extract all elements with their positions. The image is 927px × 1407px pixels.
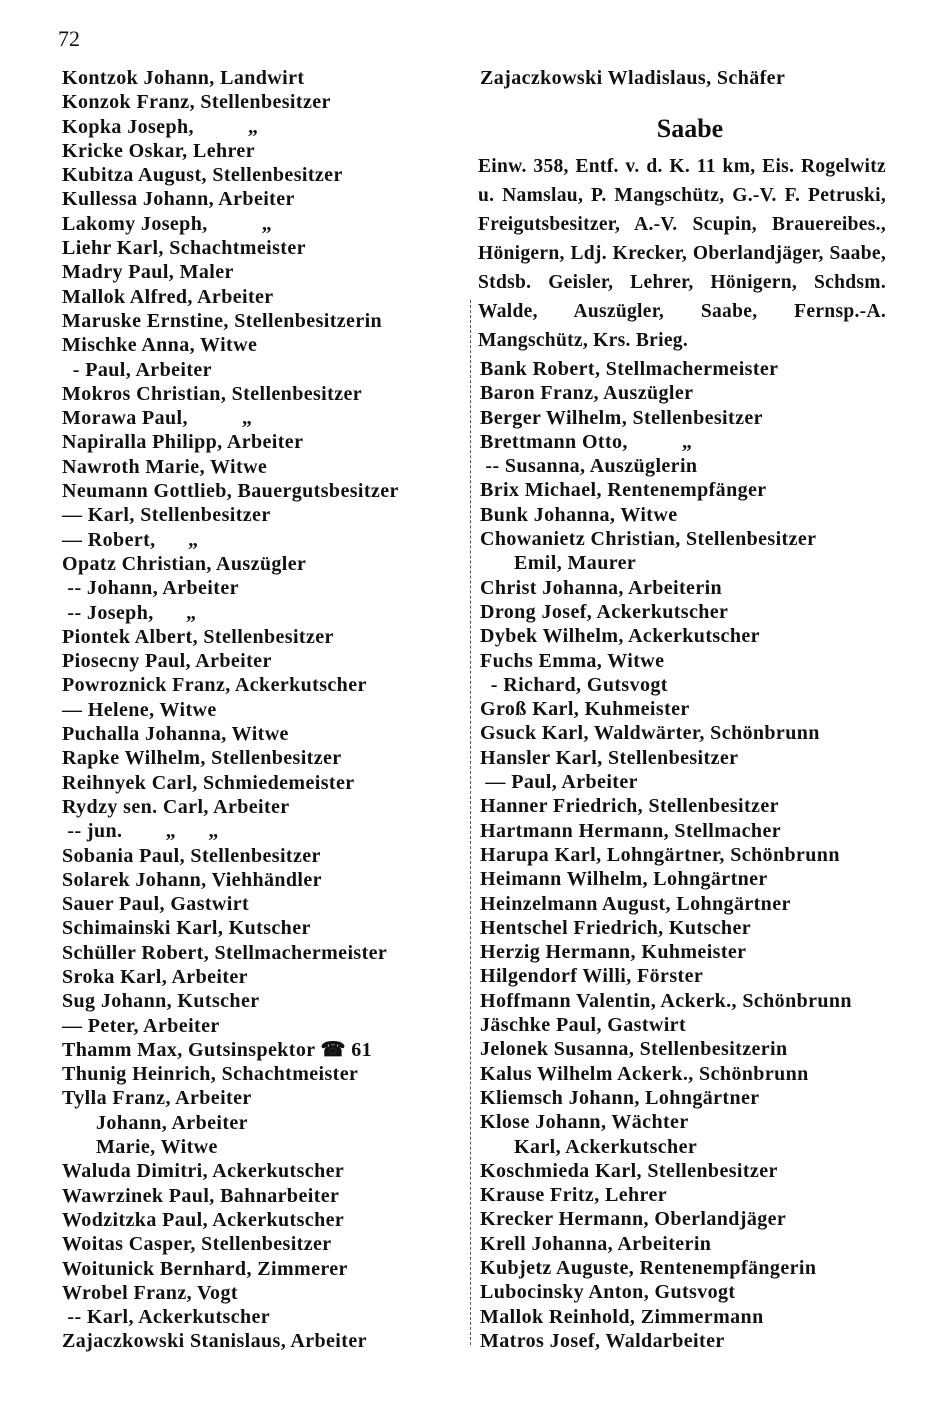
list-entry: Herzig Hermann, Kuhmeister bbox=[480, 941, 747, 964]
list-entry: Kontzok Johann, Landwirt bbox=[62, 67, 305, 89]
list-entry: Chowanietz Christian, Stellenbesitzer bbox=[480, 528, 817, 551]
list-entry: Woitas Casper, Stellenbesitzer bbox=[62, 1233, 332, 1256]
list-entry: -- Susanna, Auszüglerin bbox=[480, 455, 698, 478]
list-entry: Sug Johann, Kutscher bbox=[62, 990, 260, 1013]
list-entry: Krell Johanna, Arbeiterin bbox=[480, 1232, 712, 1255]
list-entry: — Peter, Arbeiter bbox=[62, 1014, 220, 1037]
list-entry: Jelonek Susanna, Stellenbesitzerin bbox=[480, 1038, 788, 1061]
list-entry: Mischke Anna, Witwe bbox=[62, 334, 258, 357]
list-entry: Wodzitzka Paul, Ackerkutscher bbox=[62, 1208, 345, 1231]
list-entry: Puchalla Johanna, Witwe bbox=[62, 723, 289, 746]
list-entry: Kalus Wilhelm Ackerk., Schönbrunn bbox=[480, 1062, 809, 1085]
list-entry: Gsuck Karl, Waldwärter, Schönbrunn bbox=[480, 722, 820, 745]
list-entry: Sroka Karl, Arbeiter bbox=[62, 965, 248, 988]
list-entry: Berger Wilhelm, Stellenbesitzer bbox=[480, 406, 763, 429]
list-entry: -- Karl, Ackerkutscher bbox=[62, 1306, 271, 1329]
list-entry: Maruske Ernstine, Stellenbesitzerin bbox=[62, 309, 383, 332]
list-entry: Hentschel Friedrich, Kutscher bbox=[480, 916, 751, 939]
list-entry: Reihnyek Carl, Schmiedemeister bbox=[62, 771, 355, 794]
list-entry: Jäschke Paul, Gastwirt bbox=[480, 1014, 687, 1037]
list-entry: Johann, Arbeiter bbox=[96, 1111, 248, 1134]
list-entry: -- jun. „ „ bbox=[62, 820, 219, 843]
list-entry: Hanner Friedrich, Stellenbesitzer bbox=[480, 795, 779, 818]
section-info: Einw. 358, Entf. v. d. K. 11 km, Eis. Rogelwitz u. Namslau, P. Mangschütz, G.-V. F. Petruski, Freigutsbesitzer, A.-V. Scupin, Brauereibes., Hönigern, Ldj. Krecker, Oberlandjäger, Saabe, Stdsb. Geisler, Lehrer, Hönigern, Schdsm. Walde, Auszügler, Saabe, Fernsp.-A. Mangschütz, Krs. Brieg. bbox=[478, 156, 886, 351]
list-entry: Heinzelmann August, Lohngärtner bbox=[480, 892, 791, 915]
list-entry: Klose Johann, Wächter bbox=[480, 1111, 689, 1134]
list-entry: Lubocinsky Anton, Gutsvogt bbox=[480, 1281, 736, 1304]
list-entry: Schimainski Karl, Kutscher bbox=[62, 917, 311, 940]
list-entry: Kullessa Johann, Arbeiter bbox=[62, 188, 295, 211]
list-entry: Wawrzinek Paul, Bahnarbeiter bbox=[62, 1184, 340, 1207]
list-entry: Koschmieda Karl, Stellenbesitzer bbox=[480, 1159, 778, 1182]
list-entry: Lakomy Joseph, „ bbox=[62, 212, 273, 235]
list-entry: Brix Michael, Rentenempfänger bbox=[480, 479, 767, 502]
list-entry: Hansler Karl, Stellenbesitzer bbox=[480, 746, 739, 769]
list-entry: - Paul, Arbeiter bbox=[62, 358, 212, 381]
list-entry: — Helene, Witwe bbox=[62, 698, 217, 721]
list-entry: Kubjetz Auguste, Rentenempfängerin bbox=[480, 1256, 817, 1279]
list-entry: Fuchs Emma, Witwe bbox=[480, 649, 665, 672]
list-entry: Kliemsch Johann, Lohngärtner bbox=[480, 1086, 760, 1109]
list-entry: Nawroth Marie, Witwe bbox=[62, 455, 268, 478]
list-entry: Christ Johanna, Arbeiterin bbox=[480, 576, 723, 599]
list-entry: Napiralla Philipp, Arbeiter bbox=[62, 431, 304, 454]
list-entry: Thunig Heinrich, Schachtmeister bbox=[62, 1063, 359, 1086]
list-entry: Krause Fritz, Lehrer bbox=[480, 1184, 668, 1207]
list-entry: Powroznick Franz, Ackerkutscher bbox=[62, 674, 367, 697]
list-entry: -- Joseph, „ bbox=[62, 601, 197, 624]
list-entry: Sobania Paul, Stellenbesitzer bbox=[62, 844, 321, 867]
list-entry: Emil, Maurer bbox=[514, 552, 637, 575]
list-entry: Rapke Wilhelm, Stellenbesitzer bbox=[62, 747, 342, 770]
list-entry: -- Johann, Arbeiter bbox=[62, 577, 239, 600]
list-entry: Mallok Alfred, Arbeiter bbox=[62, 285, 274, 308]
list-entry: Schüller Robert, Stellmachermeister bbox=[62, 941, 388, 964]
list-entry: Baron Franz, Auszügler bbox=[480, 382, 694, 405]
right-column bbox=[480, 357, 900, 1353]
list-entry: Rydzy sen. Carl, Arbeiter bbox=[62, 795, 290, 818]
list-entry: Karl, Ackerkutscher bbox=[514, 1135, 698, 1158]
list-entry: Tylla Franz, Arbeiter bbox=[62, 1087, 252, 1110]
column-divider bbox=[470, 300, 471, 1345]
list-entry: Waluda Dimitri, Ackerkutscher bbox=[62, 1160, 345, 1183]
list-entry: Matros Josef, Waldarbeiter bbox=[480, 1329, 725, 1352]
list-entry: Harupa Karl, Lohngärtner, Schönbrunn bbox=[480, 843, 840, 866]
left-column bbox=[62, 66, 467, 1354]
list-entry: Morawa Paul, „ bbox=[62, 407, 253, 430]
list-entry: Kricke Oskar, Lehrer bbox=[62, 139, 255, 162]
list-entry: Drong Josef, Ackerkutscher bbox=[480, 600, 729, 623]
list-entry: Neumann Gottlieb, Bauergutsbesitzer bbox=[62, 480, 399, 503]
list-entry: Heimann Wilhelm, Lohngärtner bbox=[480, 868, 768, 891]
list-entry: Zajaczkowski Stanislaus, Arbeiter bbox=[62, 1330, 367, 1353]
list-entry: Bank Robert, Stellmachermeister bbox=[480, 358, 779, 380]
list-entry: Bunk Johanna, Witwe bbox=[480, 503, 678, 526]
list-entry: Hilgendorf Willi, Förster bbox=[480, 965, 704, 988]
list-entry: Brettmann Otto, „ bbox=[480, 430, 693, 453]
list-entry: Zajaczkowski Wladislaus, Schäfer bbox=[480, 67, 786, 89]
list-entry: Woitunick Bernhard, Zimmerer bbox=[62, 1257, 348, 1280]
list-entry: Piontek Albert, Stellenbesitzer bbox=[62, 625, 334, 648]
page-number: 72 bbox=[58, 26, 80, 51]
list-entry: Hoffmann Valentin, Ackerk., Schönbrunn bbox=[480, 989, 852, 1012]
list-entry: Groß Karl, Kuhmeister bbox=[480, 698, 690, 721]
list-entry: Konzok Franz, Stellenbesitzer bbox=[62, 91, 331, 114]
list-entry: Dybek Wilhelm, Ackerkutscher bbox=[480, 625, 760, 648]
section-heading: Saabe bbox=[656, 114, 724, 143]
list-entry: Hartmann Hermann, Stellmacher bbox=[480, 819, 782, 842]
list-entry: - Richard, Gutsvogt bbox=[480, 673, 668, 696]
list-entry: Liehr Karl, Schachtmeister bbox=[62, 237, 306, 260]
list-entry: Krecker Hermann, Oberlandjäger bbox=[480, 1208, 787, 1231]
list-entry: Sauer Paul, Gastwirt bbox=[62, 893, 250, 916]
list-entry: Piosecny Paul, Arbeiter bbox=[62, 650, 272, 673]
list-entry: Marie, Witwe bbox=[96, 1136, 218, 1159]
list-entry: Mokros Christian, Stellenbesitzer bbox=[62, 382, 363, 405]
list-entry: — Karl, Stellenbesitzer bbox=[62, 504, 271, 527]
list-entry: Wrobel Franz, Vogt bbox=[62, 1281, 238, 1304]
list-entry: Solarek Johann, Viehhändler bbox=[62, 868, 322, 891]
right-top-entry bbox=[480, 66, 785, 90]
list-entry: — Paul, Arbeiter bbox=[480, 771, 638, 794]
list-entry: Mallok Reinhold, Zimmermann bbox=[480, 1305, 764, 1328]
list-entry: Thamm Max, Gutsinspektor ☎ 61 bbox=[62, 1038, 373, 1061]
list-entry: Kubitza August, Stellenbesitzer bbox=[62, 164, 343, 187]
list-entry: — Robert, „ bbox=[62, 528, 199, 551]
list-entry: Madry Paul, Maler bbox=[62, 261, 234, 284]
list-entry: Kopka Joseph, „ bbox=[62, 115, 259, 138]
list-entry: Opatz Christian, Auszügler bbox=[62, 552, 307, 575]
